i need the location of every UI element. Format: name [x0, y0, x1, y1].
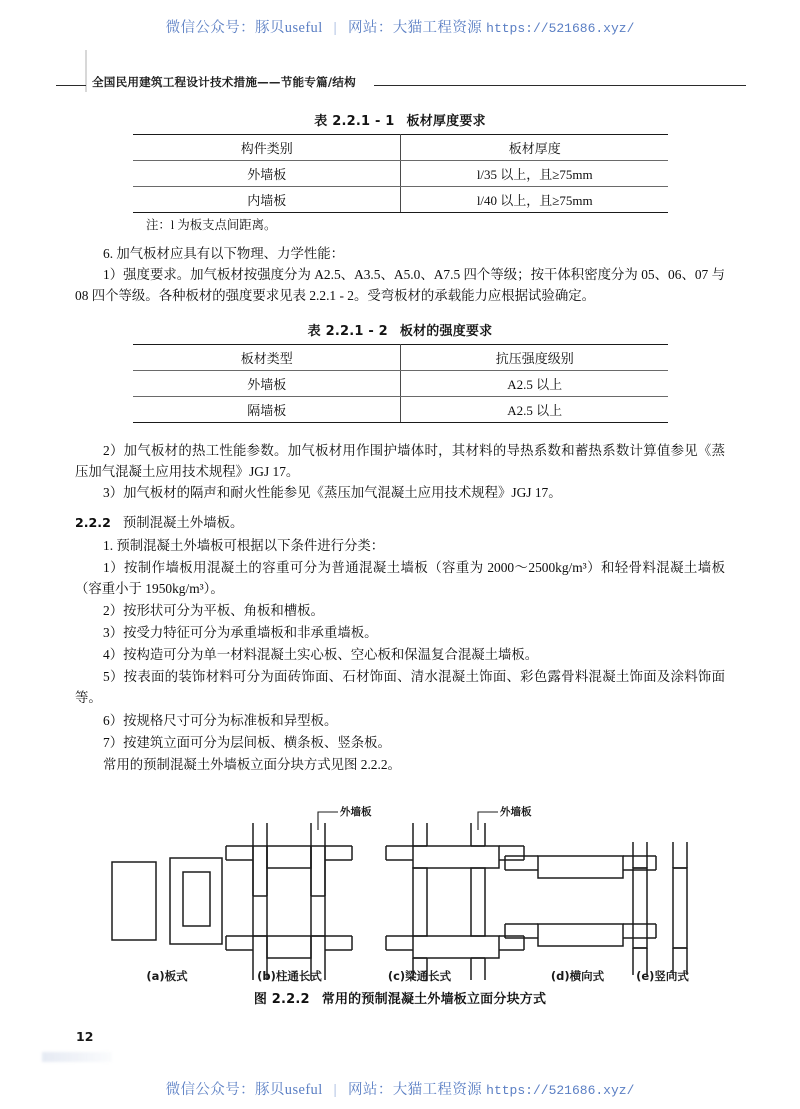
figure-panel-label-e: (e)竖向式 — [636, 969, 689, 983]
figure-panel-label-b: (b)柱通长式 — [257, 969, 322, 983]
table1-cell-0-1: l/35 以上，且≥75mm — [401, 161, 668, 187]
panel-c-beam-bottom-main — [413, 936, 499, 958]
watermark-site-label: 网站：大猫工程资源 — [348, 1082, 483, 1098]
watermark-wechat-label: 微信公众号：豚贝useful — [165, 20, 323, 36]
running-header — [0, 74, 800, 96]
watermark-url: https://521686.xyz/ — [486, 1083, 635, 1098]
watermark-wechat-label: 微信公众号：豚贝useful — [165, 1082, 323, 1098]
panel-b-beam-top-left-stub — [226, 846, 253, 860]
panel-b-col2-mid — [311, 846, 325, 936]
table1-caption — [0, 110, 800, 129]
panel-d-strip-top-left-stub — [505, 856, 538, 870]
table-plate-thickness — [133, 134, 668, 213]
figure-caption-number: 图 2.2.2 — [253, 992, 310, 1007]
header-rule-left — [56, 85, 86, 86]
table-row — [133, 187, 668, 213]
figure-caption — [0, 988, 800, 1007]
paragraph-item-6-3: 3）加气板材的隔声和耐火性能参见《蒸压加气混凝土应用技术规程》JGJ 17。 — [103, 485, 562, 500]
table1-caption-number: 表 2.2.1 - 1 — [314, 114, 395, 129]
paragraph-item-6: 6. 加气板材应具有以下物理、力学性能： — [103, 246, 345, 261]
panel-e-strip1-top — [633, 842, 647, 868]
table1-note: 注：l 为板支点间距离。 — [146, 218, 277, 232]
callout-label-wall-panel-2: 外墙板 — [500, 806, 532, 818]
section-number: 2.2.2 — [75, 515, 111, 530]
table1-cell-1-1: l/40 以上，且≥75mm — [401, 187, 668, 213]
table-row — [133, 161, 668, 187]
table-row — [133, 371, 668, 397]
table-row — [133, 397, 668, 423]
table2-caption — [0, 320, 800, 339]
faint-scan-artifact — [42, 1052, 112, 1062]
panel-e-strip2-top — [673, 842, 687, 868]
panel-d-strip-bottom-right-stub — [623, 924, 656, 938]
table-row-header — [133, 135, 668, 161]
paragraph-item-1-6: 6）按规格尺寸可分为标准板和异型板。 — [103, 713, 338, 728]
panel-b-beam-top-right-stub — [325, 846, 352, 860]
paragraph-closing: 常用的预制混凝土外墙板立面分块方式见图 2.2.2。 — [103, 757, 401, 772]
paragraph-item-1-7: 7）按建筑立面可分为层间板、横条板、竖条板。 — [103, 735, 391, 750]
paragraph-item-1-3: 3）按受力特征可分为承重墙板和非承重墙板。 — [103, 625, 378, 640]
page-number: 12 — [76, 1029, 94, 1044]
panel-d-strip-top — [538, 856, 623, 878]
callout-leader-2 — [478, 812, 498, 830]
paragraph-item-1: 1. 预制混凝土外墙板可根据以下条件进行分类： — [103, 538, 385, 553]
header-title: 全国民用建筑工程设计技术措施——节能专篇/结构 — [92, 75, 356, 89]
panel-b-beam-bottom-left-stub — [226, 936, 253, 950]
watermark-separator: | — [333, 20, 337, 36]
table2-header-cell-0: 板材类型 — [133, 345, 401, 371]
panel-c-beam-top-right-stub — [499, 846, 524, 860]
panel-e-strip1-mid — [633, 868, 647, 948]
table2-cell-1-0: 隔墙板 — [133, 397, 401, 423]
callout-label-wall-panel-1: 外墙板 — [340, 806, 372, 818]
paragraph-item-1-5: 5）按表面的装饰材料可分为面砖饰面、石材饰面、清水混凝土饰面、彩色露骨料混凝土饰面及涂料饰面等。 — [75, 669, 725, 705]
watermark-separator: | — [333, 1082, 337, 1098]
panel-c-col1-mid — [413, 868, 427, 936]
panel-a-inner-rect — [183, 872, 210, 926]
figure-panel-label-d: (d)横向式 — [550, 969, 605, 983]
paragraph-item-1-4: 4）按构造可分为单一材料混凝土实心板、空心板和保温复合混凝土墙板。 — [103, 647, 539, 662]
panel-b-beam-bottom-right-stub — [325, 936, 352, 950]
figure-panel-label-c: (c)梁通长式 — [387, 969, 452, 983]
callout-leader-1 — [318, 812, 338, 830]
section-title: 预制混凝土外墙板。 — [122, 515, 244, 530]
table2-cell-0-0: 外墙板 — [133, 371, 401, 397]
table1-header-cell-1: 板材厚度 — [401, 135, 668, 161]
table1-cell-0-0: 外墙板 — [133, 161, 401, 187]
panel-e-strip2-mid — [673, 868, 687, 948]
table1-header-cell-0: 构件类别 — [133, 135, 401, 161]
table2-header-cell-1: 抗压强度级别 — [401, 345, 668, 371]
figure-wall-panel-layouts — [0, 800, 800, 1000]
paragraph-item-6-2: 2）加气板材的热工性能参数。加气板材用作围护墙体时，其材料的导热系数和蓄热系数计算值参见《蒸压加气混凝土应用技术规程》JGJ 17。 — [75, 443, 725, 479]
panel-a-plain-rect — [112, 862, 156, 940]
panel-c-col2-mid — [471, 868, 485, 936]
table2-cell-1-1: A2.5 以上 — [401, 397, 668, 423]
panel-c-beam-bottom-left-stub — [386, 936, 413, 950]
panel-c-beam-top-main — [413, 846, 499, 868]
panel-b-beam-bottom-center — [267, 936, 311, 958]
table1-caption-title: 板材厚度要求 — [406, 114, 486, 129]
panel-d-strip-bottom — [538, 924, 623, 946]
figure-caption-title: 常用的预制混凝土外墙板立面分块方式 — [321, 992, 547, 1007]
header-rule-right — [374, 85, 746, 86]
panel-b-col1-mid — [253, 846, 267, 936]
watermark-bottom — [0, 1078, 800, 1099]
table2-cell-0-1: A2.5 以上 — [401, 371, 668, 397]
table2-caption-number: 表 2.2.1 - 2 — [307, 324, 388, 339]
paragraph-item-1-2: 2）按形状可分为平板、角板和槽板。 — [103, 603, 324, 618]
section-heading-2-2-2 — [75, 512, 725, 533]
panel-c-beam-top-left-stub — [386, 846, 413, 860]
paragraph-item-1-1: 1）按制作墙板用混凝土的容重可分为普通混凝土墙板（容重为 2000～2500kg/m³）和轻骨料混凝土墙板（容重小于 1950kg/m³）。 — [75, 560, 725, 596]
watermark-url: https://521686.xyz/ — [486, 21, 635, 36]
paragraph-item-6-1: 1）强度要求。加气板材按强度分为 A2.5、A3.5、A5.0、A7.5 四个等级；按干体积密度分为 05、06、07 与 08 四个等级。各种板材的强度要求见表 2.2.1 - 2。受弯板材的承载能力应根据试验确定。 — [75, 267, 725, 303]
panel-a-outer-rect — [170, 858, 222, 944]
table2-caption-title: 板材的强度要求 — [399, 324, 493, 339]
table1-cell-1-0: 内墙板 — [133, 187, 401, 213]
table-row-header — [133, 345, 668, 371]
panel-c-col1-top — [413, 823, 427, 846]
table-plate-strength — [133, 344, 668, 423]
watermark-top — [0, 16, 800, 37]
watermark-site-label: 网站：大猫工程资源 — [348, 20, 483, 36]
panel-b-beam-top-center — [267, 846, 311, 868]
figure-panel-label-a: (a)板式 — [146, 969, 188, 983]
